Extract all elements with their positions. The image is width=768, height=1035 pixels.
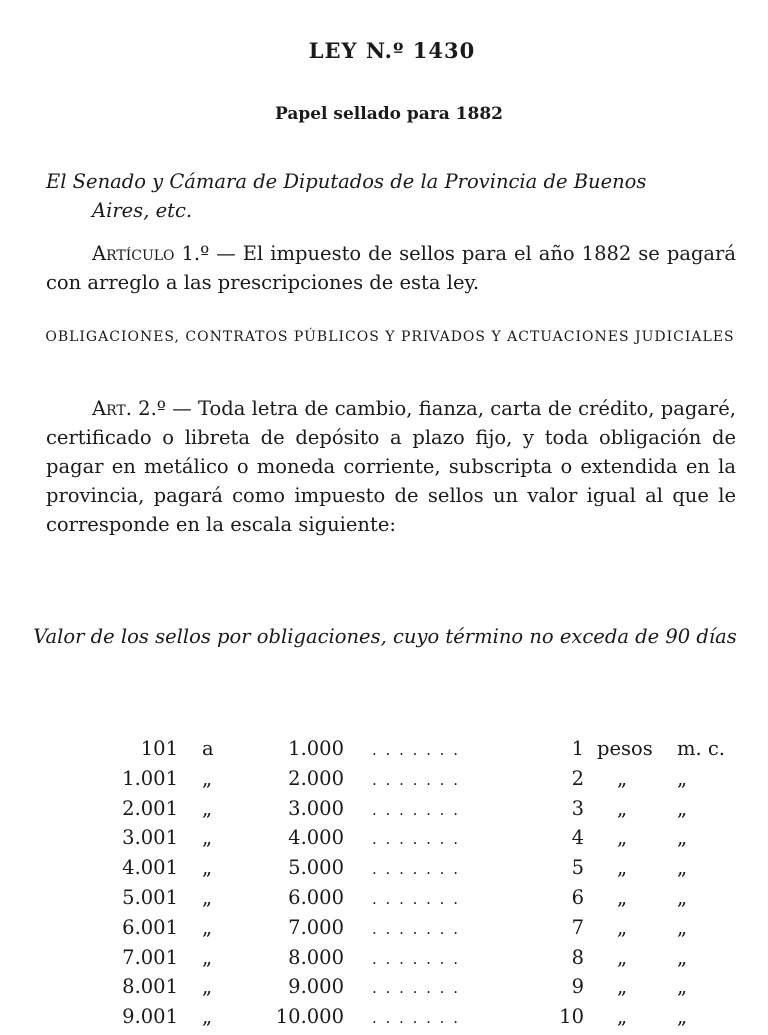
stamp-amount: 8 <box>571 945 584 969</box>
table-row <box>0 886 768 916</box>
range-to: 1.000 <box>288 737 344 760</box>
range-separator: „ <box>202 826 213 850</box>
ditto-mark: „ <box>677 796 688 820</box>
leader-dots: . . . . . . . <box>372 1009 460 1028</box>
article-1-label: Artículo 1.º <box>92 242 210 265</box>
range-separator: „ <box>202 915 213 939</box>
range-to: 9.000 <box>288 975 344 999</box>
stamp-amount: 6 <box>571 885 584 909</box>
range-separator: a <box>202 737 214 760</box>
ditto-mark: „ <box>677 975 688 999</box>
table-row <box>0 856 768 886</box>
preamble <box>46 167 736 225</box>
range-from: 5.001 <box>122 885 178 909</box>
ditto-mark: „ <box>677 885 688 909</box>
ditto-mark: „ <box>617 766 628 790</box>
ditto-mark: „ <box>677 826 688 850</box>
table-row <box>0 797 768 827</box>
leader-dots: . . . . . . . <box>372 830 460 849</box>
range-to: 8.000 <box>288 945 344 969</box>
ditto-mark: „ <box>617 915 628 939</box>
stamp-amount: 3 <box>571 796 584 820</box>
table-row <box>0 916 768 946</box>
ditto-mark: „ <box>617 856 628 880</box>
ditto-mark: „ <box>617 975 628 999</box>
range-from: 7.001 <box>122 945 178 969</box>
range-from: 6.001 <box>122 915 178 939</box>
table-row <box>0 737 768 767</box>
law-subtitle: Papel sellado para 1882 <box>275 104 503 124</box>
article-2-label: Art. 2.º <box>92 397 166 420</box>
stamp-amount: 5 <box>571 856 584 880</box>
stamp-amount: 2 <box>571 766 584 790</box>
range-to: 3.000 <box>288 796 344 820</box>
table-caption: Valor de los sellos por obligaciones, cuyo término no exceda de 90 días <box>33 625 737 648</box>
leader-dots: . . . . . . . <box>372 949 460 968</box>
leader-dots: . . . . . . . <box>372 800 460 819</box>
range-from: 1.001 <box>122 766 178 790</box>
table-row <box>0 826 768 856</box>
ditto-mark: „ <box>617 1005 628 1029</box>
range-separator: „ <box>202 856 213 880</box>
leader-dots: . . . . . . . <box>372 889 460 908</box>
stamp-amount: 7 <box>571 915 584 939</box>
preamble-line-2: Aires, etc. <box>92 199 193 222</box>
stamp-amount: 9 <box>571 975 584 999</box>
leader-dots: . . . . . . . <box>372 770 460 789</box>
ditto-mark: „ <box>617 796 628 820</box>
range-separator: „ <box>202 1005 213 1029</box>
ditto-mark: „ <box>677 856 688 880</box>
ditto-mark: „ <box>617 885 628 909</box>
ditto-mark: „ <box>677 945 688 969</box>
table-row <box>0 1005 768 1035</box>
article-2 <box>46 394 736 539</box>
range-separator: „ <box>202 975 213 999</box>
range-to: 5.000 <box>288 856 344 880</box>
table-row <box>0 946 768 976</box>
range-from: 2.001 <box>122 796 178 820</box>
range-from: 101 <box>140 737 178 760</box>
stamp-amount: 10 <box>559 1005 584 1029</box>
article-1-text: — El impuesto de sellos para el año 1882 se pagará con arreglo a las prescripciones de esta ley. <box>46 242 736 294</box>
ditto-mark: „ <box>677 766 688 790</box>
range-separator: „ <box>202 885 213 909</box>
range-to: 10.000 <box>275 1005 344 1029</box>
fee-table <box>0 737 768 1035</box>
currency-unit: pesos <box>597 737 653 760</box>
law-title: LEY N.º 1430 <box>308 38 476 63</box>
ditto-mark: „ <box>677 1005 688 1029</box>
section-heading: OBLIGACIONES, CONTRATOS PÚBLICOS Y PRIVADOS Y ACTUACIONES JUDICIALES <box>45 329 735 345</box>
ditto-mark: „ <box>617 945 628 969</box>
leader-dots: . . . . . . . <box>372 741 460 759</box>
article-2-text: — Toda letra de cambio, fianza, carta de crédito, pagaré, certificado o libreta de depósito a plazo fijo, y toda obligación de pagar en metálico o moneda corriente, subscripta o extendida en la provincia, pagará como impuesto de sellos un valor igual al que le corresponde en la escala siguiente: <box>46 397 736 536</box>
range-separator: „ <box>202 766 213 790</box>
ditto-mark: „ <box>677 915 688 939</box>
range-to: 6.000 <box>288 885 344 909</box>
currency-suffix: m. c. <box>677 737 726 760</box>
range-to: 4.000 <box>288 826 344 850</box>
range-separator: „ <box>202 945 213 969</box>
article-1 <box>46 239 736 297</box>
ditto-mark: „ <box>617 826 628 850</box>
range-to: 2.000 <box>288 766 344 790</box>
leader-dots: . . . . . . . <box>372 860 460 879</box>
stamp-amount: 4 <box>571 826 584 850</box>
table-row <box>0 767 768 797</box>
table-row <box>0 975 768 1005</box>
leader-dots: . . . . . . . <box>372 919 460 938</box>
preamble-line-1: El Senado y Cámara de Diputados de la Provincia de Buenos <box>46 170 647 193</box>
range-from: 3.001 <box>122 826 178 850</box>
range-from: 4.001 <box>122 856 178 880</box>
range-from: 8.001 <box>122 975 178 999</box>
stamp-amount: 1 <box>571 737 584 760</box>
leader-dots: . . . . . . . <box>372 979 460 998</box>
range-to: 7.000 <box>288 915 344 939</box>
range-from: 9.001 <box>122 1005 178 1029</box>
range-separator: „ <box>202 796 213 820</box>
